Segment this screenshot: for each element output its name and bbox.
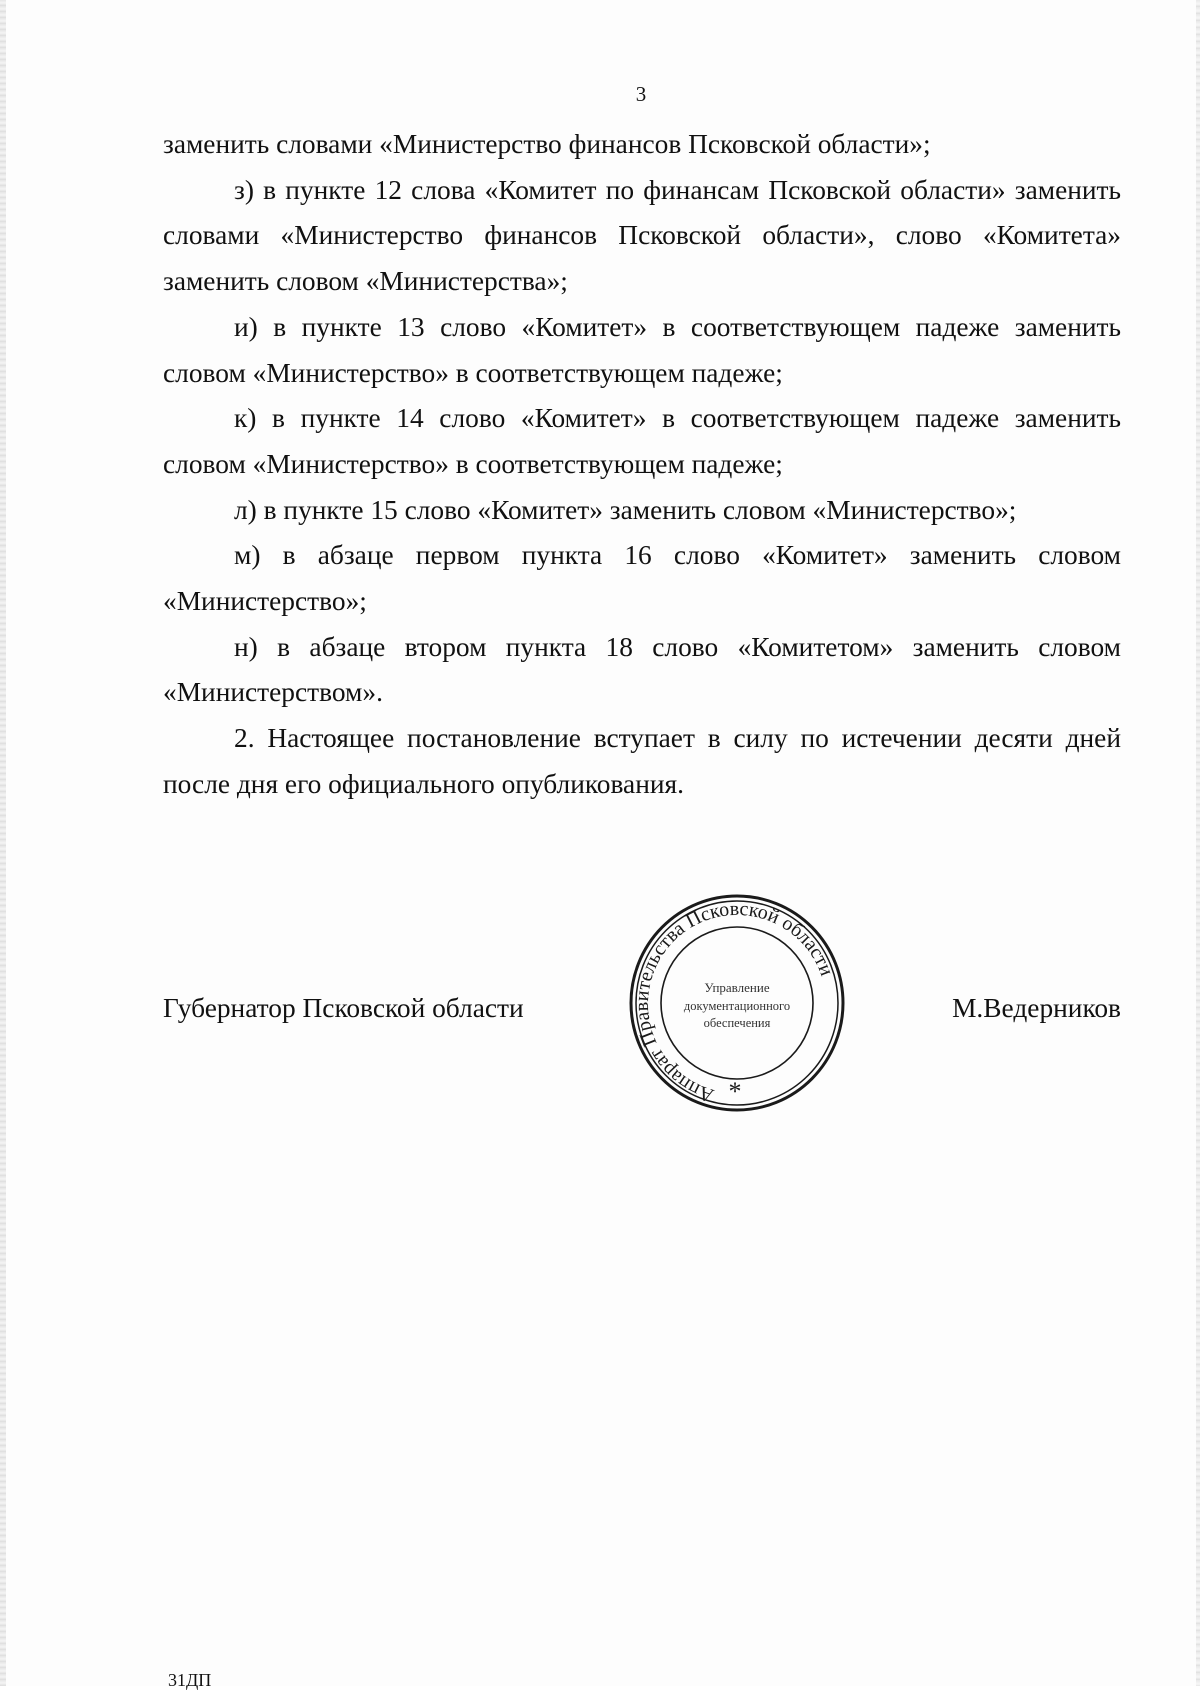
official-seal bbox=[628, 893, 846, 1113]
seal-inner-line-1: Управление bbox=[704, 980, 770, 995]
document-code: 31ДП bbox=[168, 1670, 212, 1690]
scan-edge-left bbox=[0, 0, 6, 1686]
paragraph: з) в пункте 12 слова «Комитет по финансам Псковской области» заменить словами «Министерство финансов Псковской области», слово «Комитета» заменить словом «Министерства»; bbox=[163, 174, 1121, 297]
seal-outer-text-path: Аппарат Правительства Псковской области bbox=[630, 897, 838, 1107]
scan-edge-right bbox=[1196, 0, 1200, 1686]
paragraph: м) в абзаце первом пункта 16 слово «Комитет» заменить словом «Министерство»; bbox=[163, 540, 1121, 617]
seal-graphic bbox=[628, 893, 846, 1113]
paragraph: н) в абзаце втором пункта 18 слово «Комитетом» заменить словом «Министерством». bbox=[163, 631, 1121, 708]
paragraph: 2. Настоящее постановление вступает в силу по истечении десяти дней после дня его официального опубликования. bbox=[163, 723, 1121, 799]
paragraph: к) в пункте 14 слово «Комитет» в соответствующем падеже заменить словом «Министерство» в соответствующем падеже; bbox=[163, 403, 1121, 479]
paragraph: л) в пункте 15 слово «Комитет» заменить словом «Министерство»; bbox=[234, 494, 1017, 525]
seal-star: * bbox=[728, 1077, 742, 1106]
paragraph: заменить словами «Министерство финансов Псковской области»; bbox=[163, 129, 931, 159]
document-body bbox=[163, 122, 1121, 808]
signatory-name: М.Ведерников bbox=[952, 993, 1121, 1023]
seal-inner-line-3: обеспечения bbox=[703, 1016, 771, 1030]
signatory-title: Губернатор Псковской области bbox=[163, 993, 524, 1023]
seal-inner-line-2: документационного bbox=[683, 999, 791, 1013]
paragraph: и) в пункте 13 слово «Комитет» в соответствующем падеже заменить словом «Министерство» в соответствующем падеже; bbox=[163, 311, 1121, 388]
page-number: 3 bbox=[635, 82, 647, 106]
